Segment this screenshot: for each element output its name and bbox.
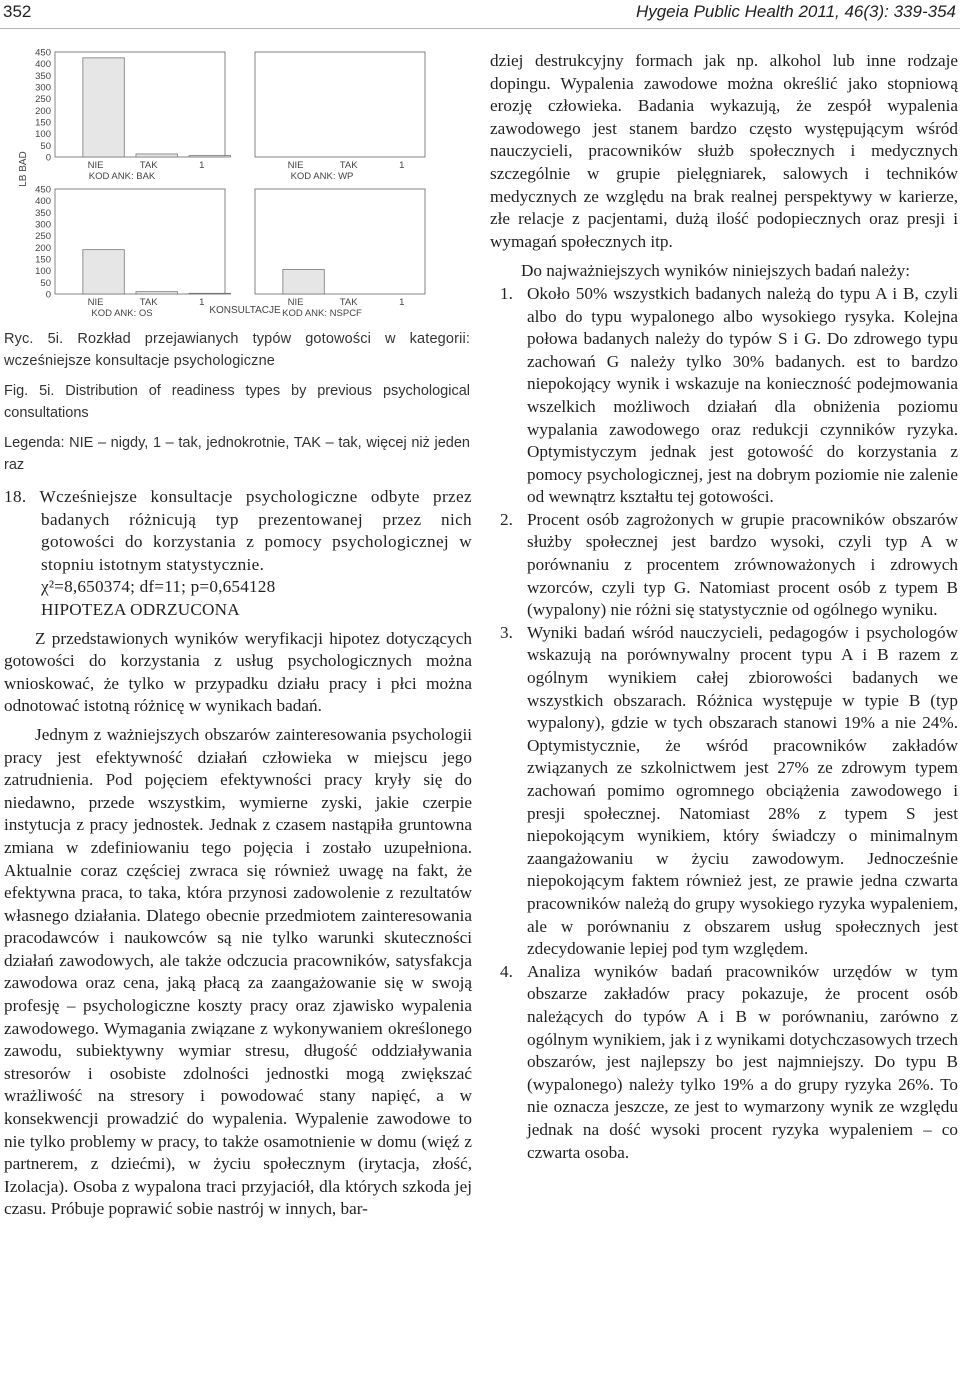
plot-frame <box>55 189 225 294</box>
hypothesis-number: 18. <box>4 487 27 506</box>
x-tick-label: TAK <box>139 297 158 308</box>
y-tick-label: 0 <box>45 152 51 164</box>
figure-caption <box>4 328 470 484</box>
plot-frame <box>255 189 425 294</box>
bar <box>136 154 177 157</box>
x-tick-label: 1 <box>199 297 205 308</box>
item-number: 4. <box>500 961 513 981</box>
bar <box>189 293 230 294</box>
item-text: Analiza wyników badań pracowników urzędów w tym obszarze zakładów pracy pokazuje, że procent osób należących do typów A i B w porównaniu, zarówno z ogólnym wynikiem, jak i z wynikami dotychczasowych trzech obszarów, jest najlepszy bo jest najmniejszy. Do typu B (wypalonego) należy tylko 19% a do grupy ryzyka 26%. To nie oznacza jeszcze, ze jest to wymarzony wynik ze względu jednak na dość wysoki procent ryzyka wypaleniem – co czwarta osoba. <box>527 961 958 1162</box>
bar-chart-grid <box>0 44 470 334</box>
bar <box>283 270 324 295</box>
list-item <box>490 509 958 622</box>
y-tick-label: 50 <box>40 277 51 289</box>
caption-legend: Legenda: NIE – nigdy, 1 – tak, jednokrotnie, TAK – tak, więcej niż jeden raz <box>4 435 470 473</box>
left-column <box>4 486 472 1221</box>
x-tick-label: 1 <box>399 160 405 171</box>
hypothesis-text: Wcześniejsze konsultacje psychologiczne odbyte przez badanych różnicują typ prezentowanej przez nich gotowości do korzystania z pomocy psychologicznej w stopniu istotnym statystycznie. <box>39 487 472 574</box>
item-number: 2. <box>500 509 513 529</box>
panel-title: KOD ANK: BAK <box>88 171 156 182</box>
y-tick-label: 200 <box>35 242 51 254</box>
y-tick-label: 250 <box>35 94 51 106</box>
y-tick-label: 450 <box>35 184 51 196</box>
caption-english: Fig. 5i. Distribution of readiness types by previous psychological consultations <box>4 383 470 421</box>
y-axis-label: LB BAD <box>18 151 29 187</box>
x-tick-label: NIE <box>287 160 304 171</box>
x-tick-label: NIE <box>287 297 304 308</box>
x-tick-label: NIE <box>87 160 104 171</box>
right-column <box>490 50 958 1164</box>
page-number: 352 <box>3 2 32 21</box>
y-tick-label: 100 <box>35 129 51 141</box>
item-number: 3. <box>500 622 513 642</box>
y-tick-label: 450 <box>35 47 51 59</box>
chart-panel <box>255 189 425 319</box>
chart-panel <box>35 185 230 320</box>
x-tick-label: 1 <box>199 160 205 171</box>
x-axis-label: KONSULTACJE <box>209 305 281 316</box>
y-tick-label: 350 <box>35 70 51 82</box>
chi-square-result: χ²=8,650374; df=11; p=0,654128 <box>41 577 276 597</box>
x-tick-label: NIE <box>87 297 104 308</box>
plot-frame <box>255 52 425 157</box>
paragraph: Jednym z ważniejszych obszarów zainteresowania psychologii pracy jest efektywność działań człowieka w miejscu jego zatrudnienia. Pod pojęciem efektywności pracy kryły się do niedawno, przede wszystkim, wymierne zyski, jakie czerpie instytucja z pracy jednostek. Jednak z czasem nastąpiła gruntowna zmiana w zdefiniowaniu tego pojęcia i zostało uzupełniona. Aktualnie coraz częściej zwraca się również uwagę na fakt, że efektywna praca, to taka, która przynosi zadowolenie z rezultatów własnego działania. Dlatego obecnie przedmiotem zainteresowania pracodawców i naukowców są nie tylko warunki skuteczności działań zawodowych, ale także odczucia pracowników, satysfakcja zawodowa oraz cena, jaką płacą za zaangażowanie się w swoją profesję – psychologiczne koszty pracy oraz zjawisko wypalenia zawodowego. Wymagania związane z wykonywaniem określonego zawodu, subiektywny wymiar stresu, długość oddziaływania stresorów i osobiste zdolności jednostki mogą zwiększać wrażliwość na stresory i powodować stany napięć, a w konsekwencji prowadzić do wypalenia. Wypalenie zawodowe to nie tylko problemy w pracy, to także osamotnienie w domu (więź z partnerem, z dziećmi), w życiu społecznym (irytacja, złość, Izolacja). Osoba z wypalona traci przyjaciół, dla których szkoda jej czasu. Próbuje poprawić sobie nastrój w innych, bar- <box>4 724 472 1219</box>
y-tick-label: 300 <box>35 82 51 94</box>
item-number: 1. <box>500 283 513 303</box>
list-item <box>490 622 958 961</box>
item-text: Około 50% wszystkich badanych należą do typu A i B, czyli albo do typu wypalonego albo wysokiego rysyka. Kolejna połowa badanych należy do typów S i G. Do zdrowego typu zachowań G należy tylko 30% badanych. est to bardzo niepokojący wynik i wskazuje na konieczność podejmowania wszelkich możliwoch działań dla obniżenia poziomu wypalania zawodowego oraz redukcji czynników ryzyka. Optymistyczym jednak jest gotowość do korzystania z pomocy psychologicznej, jest na dobrym poziomie nie zalenie od wewnątrz kształtu tej gotowości. <box>527 283 958 507</box>
plot-frame <box>55 52 225 157</box>
y-tick-label: 250 <box>35 231 51 243</box>
chart-panel <box>255 52 425 182</box>
hypothesis-18 <box>4 486 472 576</box>
paragraph: Z przedstawionych wyników weryfikacji hipotez dotyczących gotowości do korzystania z usług psychologicznych można wnioskować, że tylko w przypadku działu pracy i płci można odnotować istotną różnicę w wynikach badań. <box>4 628 472 716</box>
list-item <box>490 283 958 509</box>
x-tick-label: TAK <box>139 160 158 171</box>
x-tick-label: TAK <box>339 297 358 308</box>
y-tick-label: 150 <box>35 254 51 266</box>
journal-reference: Hygeia Public Health 2011, 46(3): 339-354 <box>635 2 956 21</box>
y-tick-label: 200 <box>35 105 51 117</box>
y-tick-label: 0 <box>45 289 51 301</box>
y-tick-label: 300 <box>35 219 51 231</box>
item-text: Wyniki badań wśród nauczycieli, pedagogów i psychologów wskazują na porównywalny procent typu A i B razem z ogólnym wynikiem całej zbiorowości badanych we wszystkich obszarach. Różnica występuje w typie B (typ wypalony), gdzie w tych obszarach stanowi 19% a nie 24%. Optymistycznie, że wśród pracowników zakładów związanych ze szkolnictwem jest 27% ze zdrowym typem zachowań pomimo ogromnego obciążenia zawodowego i presji społecznej. Natomiast 28% z typem S jest niepokojącym wynikiem, który świadczy o minimalnym zaangażowaniu w życiu zawodowym. Jednocześnie niepokojącym faktem również jest, ze prawie jedna czwarta pracowników należą do grupy wysokiego ryzyka wypaleniem, ale w porównaniu z obszarem usług społecznych jest zdecydowanie lepiej pod tym względem. <box>527 622 958 959</box>
bar <box>83 250 124 294</box>
y-tick-label: 150 <box>35 117 51 129</box>
bar <box>83 58 124 157</box>
results-list <box>490 283 958 1164</box>
x-tick-label: 1 <box>399 297 405 308</box>
y-tick-label: 350 <box>35 207 51 219</box>
results-intro: Do najważniejszych wyników niniejszych badań należy: <box>521 261 910 281</box>
y-tick-label: 100 <box>35 266 51 278</box>
x-tick-label: TAK <box>339 160 358 171</box>
panel-title: KOD ANK: OS <box>91 308 153 319</box>
paragraph: dziej destrukcyjny formach jak np. alkohol lub inne rodzaje dopingu. Wypalenia zawodowe można określić jako stopniową erozję człowieka. Badania wykazują, że zespół wypalenia zawodowego jest stanem bardzo często występującym wśród nauczycieli, pracowników służb społecznych i medycznych szczególnie w grupie pielęgniarek, salowych i techników medycznych ze względu na brak realnej perspektywy w karierze, złe relacje z pacjentami, dużą ilość podopiecznych oraz presji i wymagań społecznych itp. <box>490 51 958 251</box>
panel-title: KOD ANK: WP <box>290 171 354 182</box>
bar <box>136 292 177 294</box>
figure-5i <box>0 44 470 334</box>
panel-title: KOD ANK: NSPCF <box>282 308 362 319</box>
bar <box>189 156 230 157</box>
y-tick-label: 400 <box>35 59 51 71</box>
running-header <box>0 0 960 29</box>
item-text: Procent osób zagrożonych w grupie pracowników obszarów służby społecznej jest bardzo wysoki, czyli typ A w porównaniu z procentem zrównoważonych i zdrowych wzorców, czyli typ G. Natomiast procent osób z typem B (wypalony) nie różni się statystycznie od ogólnego wyniku. <box>527 509 958 620</box>
caption-polish: Ryc. 5i. Rozkład przejawianych typów gotowości w kategorii: wcześniejsze konsultacje psychologiczne <box>4 331 470 369</box>
y-tick-label: 50 <box>40 140 51 152</box>
list-item <box>490 961 958 1164</box>
chart-panel <box>35 48 230 183</box>
y-tick-label: 400 <box>35 196 51 208</box>
hypothesis-verdict: HIPOTEZA ODRZUCONA <box>41 599 240 619</box>
